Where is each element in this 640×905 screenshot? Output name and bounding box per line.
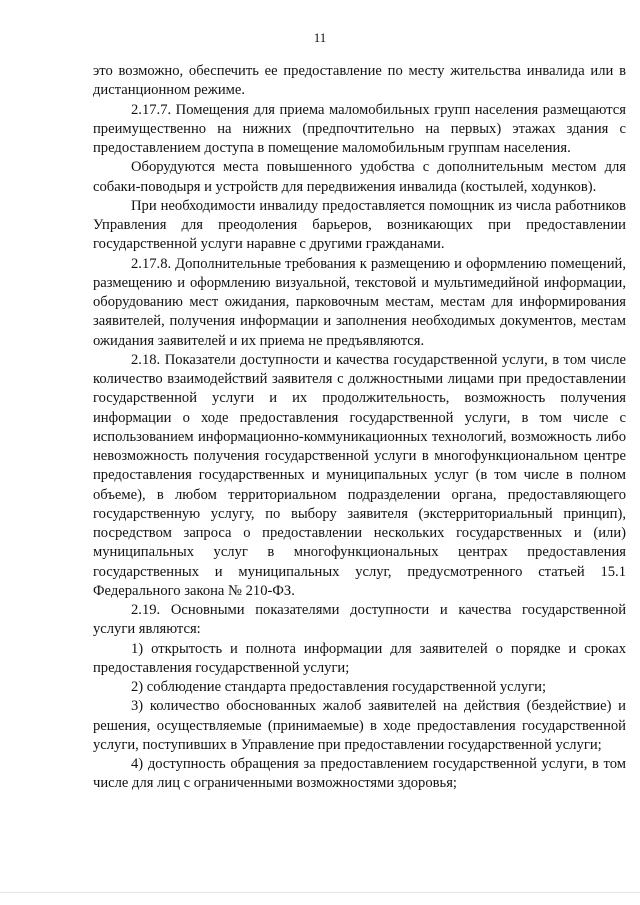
list-item-3: 3) количество обоснованных жалоб заявителей на действия (бездействие) и решения, осуществляемые (принимаемые) в ходе предоставления государственной услуги, поступивших в Управление при предоставлении государственной услуги; xyxy=(93,698,626,753)
paragraph-assistant: При необходимости инвалиду предоставляется помощник из числа работников Управления для преодоления барьеров, возникающих при предоставлении государственной услуги наравне с другими гражданами. xyxy=(93,197,626,253)
page-number: 11 xyxy=(313,30,327,45)
scan-bottom-edge xyxy=(0,892,640,893)
list-item-1: 1) открытость и полнота информации для заявителей о порядке и сроках предоставления государственной услуги; xyxy=(93,640,626,676)
list-item-4: 4) доступность обращения за предоставлением государственной услуги, в том числе для лиц с ограниченными возможностями здоровья; xyxy=(93,756,626,792)
paragraph-2-17-7: 2.17.7. Помещения для приема маломобильных групп населения размещаются преимущественно на нижних (предпочтительно на первых) этажах здания с предоставлением доступа в помещение маломобильным группам населения. xyxy=(93,101,626,156)
paragraph-equipment: Оборудуются места повышенного удобства с дополнительным местом для собаки-поводыря и устройств для передвижения инвалида (костылей, ходунков). xyxy=(93,159,626,195)
list-item-2: 2) соблюдение стандарта предоставления государственной услуги; xyxy=(131,679,547,695)
paragraph-2-19: 2.19. Основными показателями доступности и качества государственной услуги являются: xyxy=(93,602,626,638)
paragraph-2-18: 2.18. Показатели доступности и качества государственной услуги, в том числе количество взаимодействий заявителя с должностными лицами при предоставлении государственной услуги и их продолжительность, возможность получения информации о ходе предоставления государственной услуги, в том числе с использованием информационно-коммуникационных технологий, возможность либо невозможность получения государственной услуги в многофункциональном центре предоставления государственных и муниципальных услуг (в том числе в полном объеме), в любом территориальном подразделении органа, предоставляющего государственную услугу, по выбору заявителя (экстерриториальный принцип), посредством запроса о предоставлении нескольких государственных и (или) муниципальных услуг в многофункциональных центрах предоставления государственных и муниципальных услуг, предусмотренного статьей 15.1 Федерального закона № 210-ФЗ. xyxy=(93,351,626,599)
paragraph-continuation: это возможно, обеспечить ее предоставление по месту жительства инвалида или в дистанционном режиме. xyxy=(93,63,626,99)
paragraph-2-17-8: 2.17.8. Дополнительные требования к размещению и оформлению помещений, размещению и оформлению визуальной, текстовой и мультимедийной информации, оборудованию мест ожидания, парковочным местам, местам для информирования заявителей, получения информации и заполнения необходимых документов, местам ожидания заявителей и их приема не предъявляются. xyxy=(93,255,626,349)
document-body xyxy=(93,62,626,794)
